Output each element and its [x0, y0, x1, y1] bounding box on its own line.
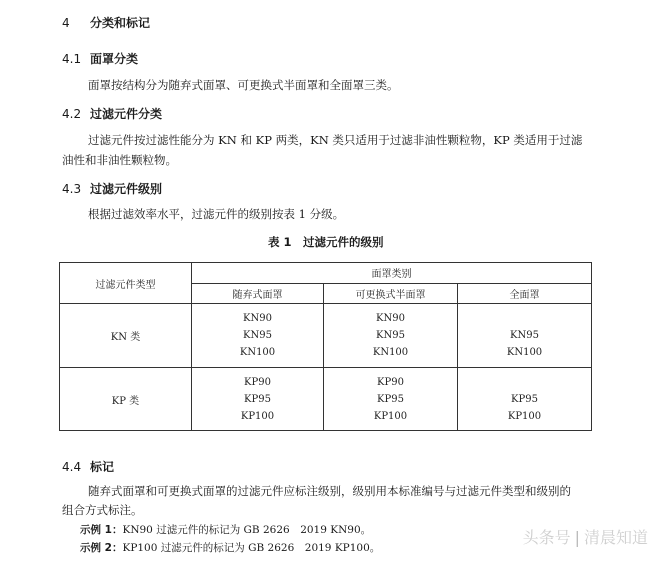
- section-title: 过滤元件分类: [90, 107, 163, 121]
- section-title: 分类和标记: [90, 16, 151, 30]
- watermark-source: 头条号: [522, 528, 571, 547]
- cell-kn-full-mask: [458, 304, 592, 368]
- section-4-2-paragraph-line2: 油性和非油性颗粒物。: [62, 153, 177, 167]
- grade-value: KN90: [243, 313, 272, 324]
- section-title: 过滤元件级别: [90, 182, 163, 196]
- header-replaceable-half-mask: 可更换式半面罩: [324, 283, 458, 304]
- grade-value: KN95: [510, 330, 539, 341]
- grade-value: KP95: [511, 393, 538, 405]
- grade-value: KN100: [239, 347, 276, 358]
- grade-value: KP100: [373, 410, 408, 422]
- table-caption: 表 1 过滤元件的级别: [268, 235, 384, 249]
- grade-value: KN90: [376, 313, 405, 324]
- header-disposable-mask: 随弃式面罩: [192, 283, 324, 304]
- cell-kp-disposable: [192, 368, 324, 431]
- grade-value: KP90: [244, 376, 271, 388]
- section-4-2-heading: [62, 105, 162, 122]
- example-2: [80, 540, 380, 555]
- watermark-separator: |: [574, 528, 580, 547]
- filter-grade-table: [59, 262, 592, 431]
- section-title: 标记: [90, 460, 115, 474]
- watermark: [523, 525, 648, 548]
- header-full-mask: 全面罩: [458, 283, 592, 304]
- section-4-3-paragraph: 根据过滤效率水平，过滤元件的级别按表 1 分级。: [88, 207, 345, 221]
- example-1: [80, 522, 371, 537]
- grade-value: KP95: [244, 393, 271, 405]
- watermark-author: 清晨知道: [583, 528, 648, 547]
- header-filter-type: 过滤元件类型: [60, 263, 192, 304]
- section-number: 4.3: [62, 182, 82, 196]
- cell-kn-disposable: [192, 304, 324, 368]
- example-text: KP100 过滤元件的标记为 GB 2626 2019 KP100。: [122, 542, 381, 554]
- table-row: [60, 304, 592, 368]
- example-label: 示例 1：: [80, 524, 123, 536]
- cell-kp-full-mask: [458, 368, 592, 431]
- section-4-1-heading: [62, 50, 138, 67]
- section-4-4-heading: [62, 458, 114, 475]
- grade-value: KP90: [377, 376, 404, 388]
- section-4-heading: [62, 14, 150, 31]
- section-title: 面罩分类: [90, 52, 139, 66]
- table-row: [60, 368, 592, 431]
- grade-value: KN95: [376, 330, 405, 341]
- section-4-1-paragraph: 面罩按结构分为随弃式面罩、可更换式半面罩和全面罩三类。: [88, 78, 399, 92]
- section-4-4-paragraph-line2: 组合方式标注。: [62, 503, 143, 517]
- cell-kp-half-mask: [324, 368, 458, 431]
- grade-value: KN100: [506, 347, 543, 358]
- cell-kn-half-mask: [324, 304, 458, 368]
- section-number: 4: [62, 16, 70, 30]
- section-number: 4.1: [62, 52, 82, 66]
- grade-value: KP100: [507, 410, 542, 422]
- grade-value: KP100: [240, 410, 275, 422]
- header-mask-category: 面罩类别: [192, 263, 592, 284]
- section-4-4-paragraph-line1: 随弃式面罩和可更换式面罩的过滤元件应标注级别，级别用本标准编号与过滤元件类型和级别的: [88, 484, 571, 498]
- section-4-3-heading: [62, 180, 162, 197]
- section-number: 4.2: [62, 107, 82, 121]
- row-type-kn: KN 类: [60, 304, 192, 368]
- row-type-kp: KP 类: [60, 368, 192, 431]
- section-number: 4.4: [62, 460, 82, 474]
- grade-value: KP95: [377, 393, 404, 405]
- grade-value: KN95: [243, 330, 272, 341]
- example-label: 示例 2：: [80, 542, 123, 554]
- grade-value: KN100: [372, 347, 409, 358]
- example-text: KN90 过滤元件的标记为 GB 2626 2019 KN90。: [122, 524, 372, 536]
- section-4-2-paragraph-line1: 过滤元件按过滤性能分为 KN 和 KP 两类，KN 类只适用于过滤非油性颗粒物，KP 类适用于过滤: [88, 133, 583, 147]
